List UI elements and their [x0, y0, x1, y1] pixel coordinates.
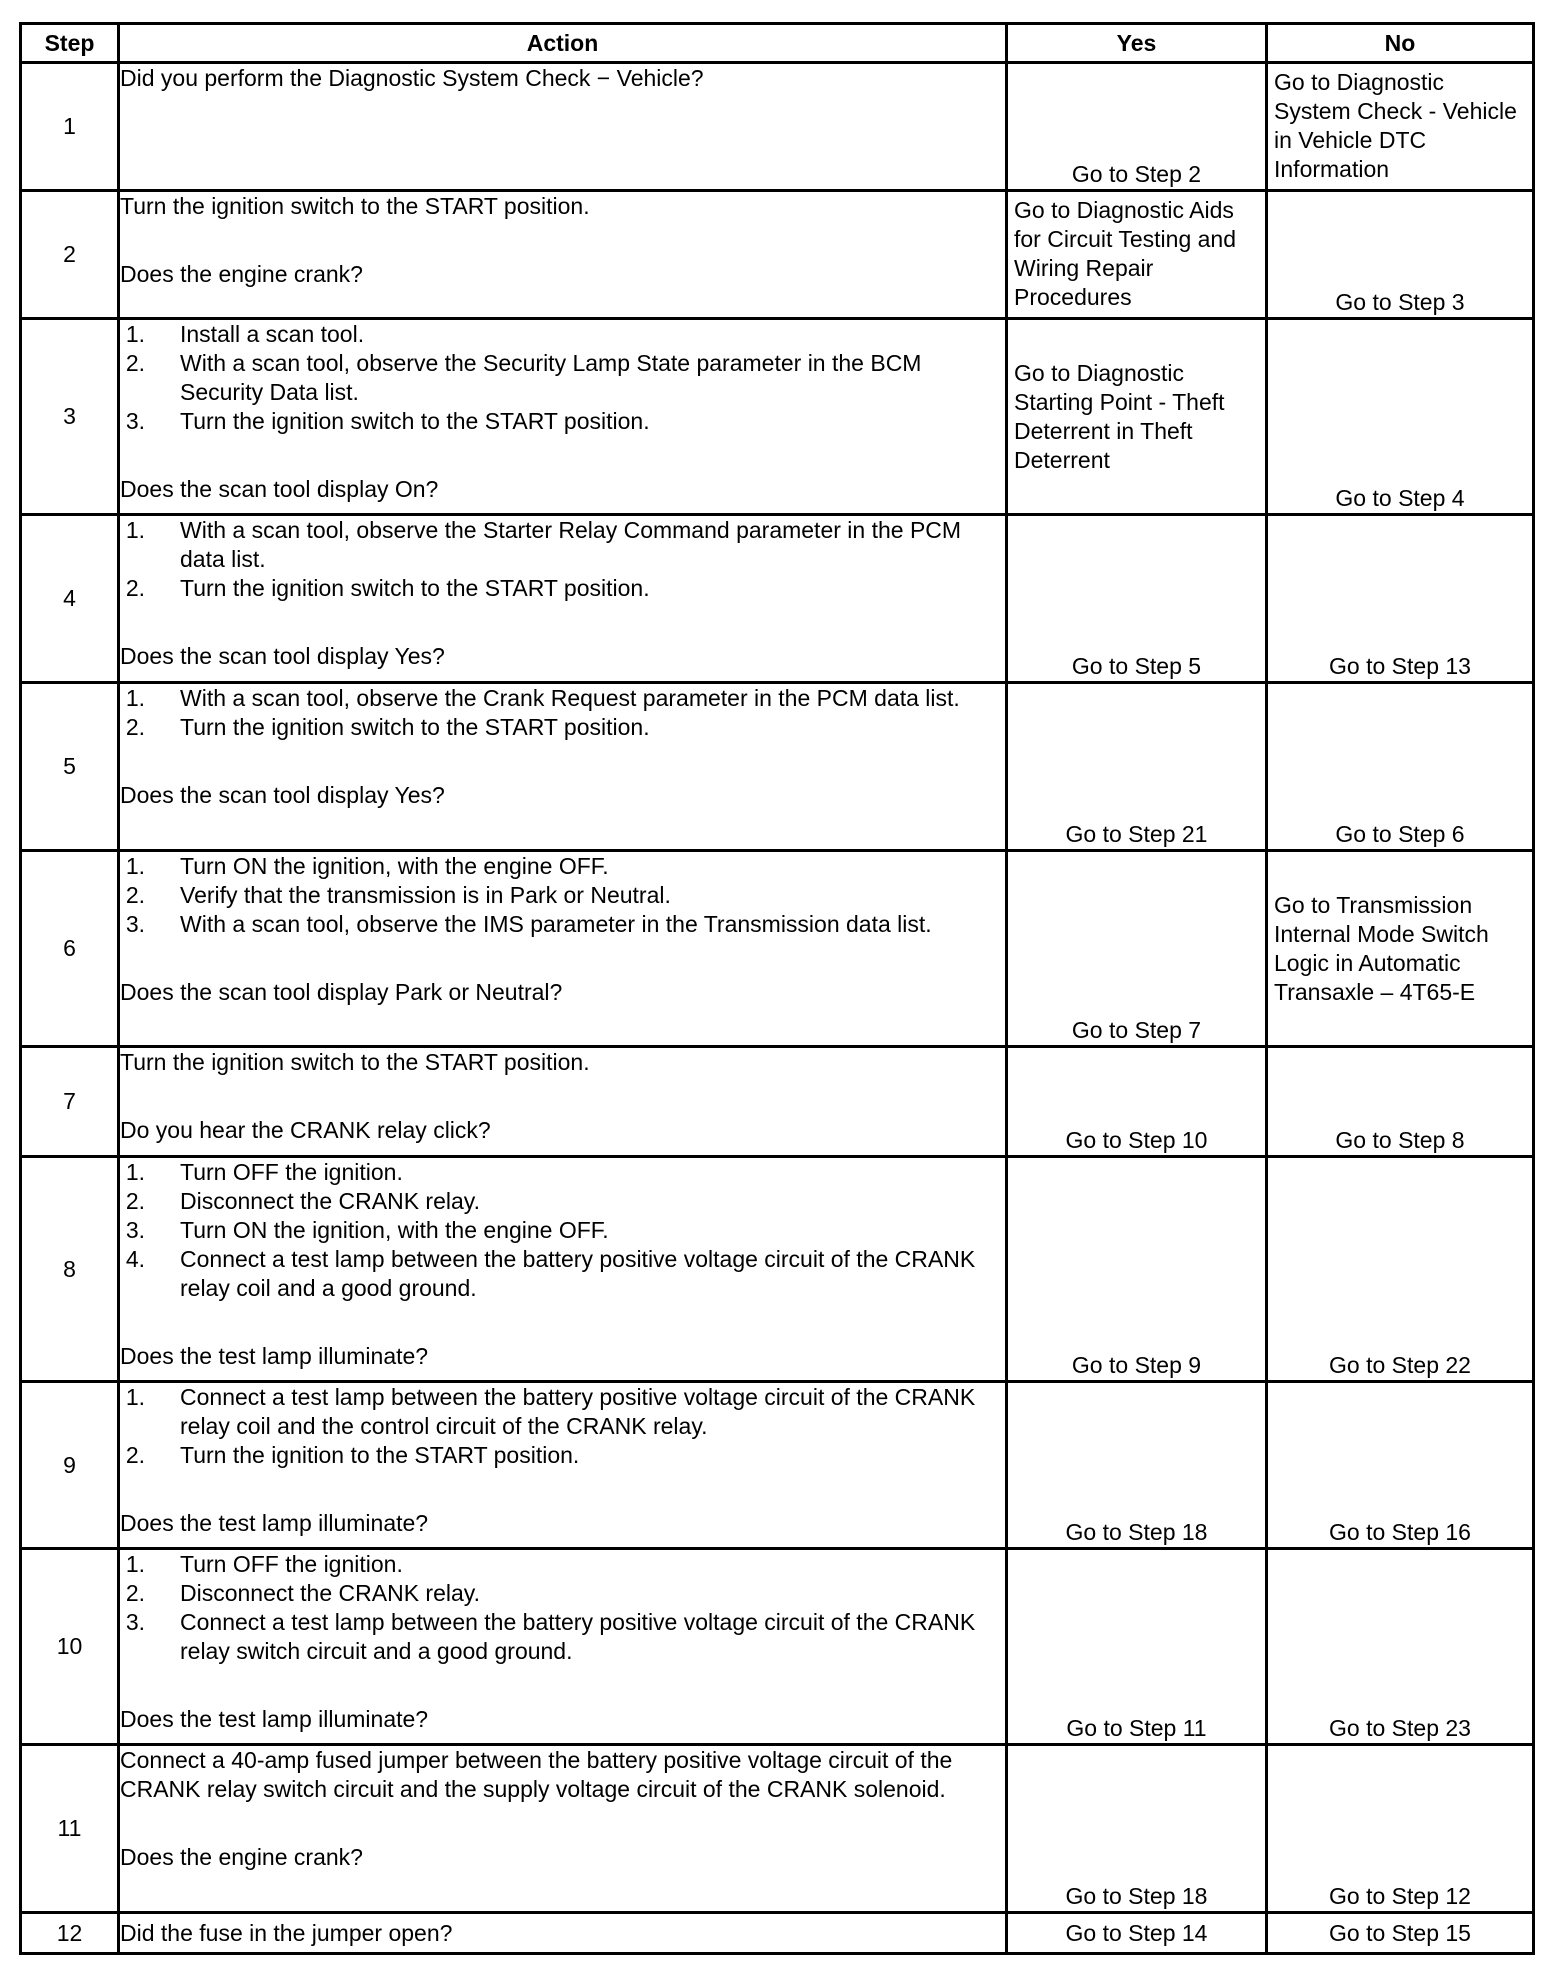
- yes-cell: [1007, 515, 1267, 683]
- yes-link[interactable]: Go to Step 18: [1065, 1883, 1208, 1909]
- step-number: 7: [21, 1047, 119, 1157]
- no-link[interactable]: Go to Step 8: [1335, 1127, 1465, 1153]
- no-cell: [1267, 683, 1534, 851]
- action-question: Does the scan tool display On?: [120, 476, 439, 502]
- no-cell: [1267, 1382, 1534, 1549]
- action-question: Does the engine crank?: [120, 1844, 363, 1870]
- action-steps: [120, 320, 1005, 436]
- yes-link[interactable]: Go to Step 21: [1065, 821, 1208, 847]
- step-number: 9: [21, 1382, 119, 1549]
- no-cell: [1267, 1549, 1534, 1745]
- action-cell: [119, 191, 1007, 319]
- list-item: 2. With a scan tool, observe the Security Lamp State parameter in the BCM Security Data list.: [125, 350, 922, 405]
- yes-link[interactable]: Go to Step 2: [1071, 161, 1202, 187]
- action-steps: [120, 1383, 1005, 1470]
- no-link[interactable]: Go to Step 23: [1329, 1715, 1471, 1741]
- yes-link[interactable]: Go to Diagnostic Starting Point - Theft Deterrent in Theft Deterrent: [1014, 359, 1225, 473]
- list-item: 1. Turn OFF the ignition.: [125, 1159, 403, 1185]
- table-row: [21, 1913, 1534, 1954]
- list-item: 2. Turn the ignition to the START position.: [125, 1442, 580, 1468]
- yes-cell: [1007, 319, 1267, 515]
- no-cell: [1267, 515, 1534, 683]
- list-item: 1. With a scan tool, observe the Starter Relay Command parameter in the PCM data list.: [125, 517, 962, 572]
- table-row: [21, 1047, 1534, 1157]
- action-intro: Turn the ignition switch to the START position.: [120, 1049, 590, 1075]
- list-item: 4. Connect a test lamp between the battery positive voltage circuit of the CRANK relay coil and a good ground.: [125, 1246, 976, 1301]
- yes-link[interactable]: Go to Step 10: [1065, 1127, 1208, 1153]
- no-cell: [1267, 63, 1534, 191]
- action-cell: [119, 63, 1007, 191]
- table-row: [21, 1745, 1534, 1913]
- no-link[interactable]: Go to Step 4: [1335, 485, 1465, 511]
- no-cell: [1267, 1913, 1534, 1954]
- step-number: 4: [21, 515, 119, 683]
- list-item: 3. Connect a test lamp between the battery positive voltage circuit of the CRANK relay switch circuit and a good ground.: [125, 1609, 976, 1664]
- table-row: [21, 1157, 1534, 1382]
- action-cell: [119, 1745, 1007, 1913]
- yes-link[interactable]: Go to Step 7: [1071, 1017, 1202, 1043]
- action-steps: [120, 516, 1005, 603]
- yes-cell: [1007, 1745, 1267, 1913]
- yes-cell: [1007, 191, 1267, 319]
- no-link[interactable]: Go to Step 22: [1329, 1352, 1471, 1378]
- yes-cell: [1007, 1913, 1267, 1954]
- header-yes: Yes: [1007, 24, 1267, 63]
- list-item: 2. Disconnect the CRANK relay.: [125, 1188, 480, 1214]
- step-number: 3: [21, 319, 119, 515]
- header-action: Action: [119, 24, 1007, 63]
- no-link[interactable]: Go to Step 6: [1335, 821, 1465, 847]
- list-item: 3. With a scan tool, observe the IMS parameter in the Transmission data list.: [125, 911, 932, 937]
- yes-cell: [1007, 1549, 1267, 1745]
- action-intro: Turn the ignition switch to the START position.: [120, 193, 590, 219]
- list-item: 1. Install a scan tool.: [125, 321, 365, 347]
- yes-link[interactable]: Go to Step 14: [1065, 1919, 1208, 1946]
- no-link[interactable]: Go to Transmission Internal Mode Switch Logic in Automatic Transaxle – 4T65-E: [1274, 891, 1489, 1005]
- action-question: Do you hear the CRANK relay click?: [120, 1117, 491, 1143]
- no-link[interactable]: Go to Step 13: [1329, 653, 1471, 679]
- list-item: 1. With a scan tool, observe the Crank Request parameter in the PCM data list.: [125, 685, 960, 711]
- step-number: 11: [21, 1745, 119, 1913]
- list-item: 1. Connect a test lamp between the battery positive voltage circuit of the CRANK relay coil and the control circuit of the CRANK relay.: [125, 1384, 976, 1439]
- no-cell: [1267, 1157, 1534, 1382]
- step-number: 10: [21, 1549, 119, 1745]
- step-number: 2: [21, 191, 119, 319]
- header-no: No: [1267, 24, 1534, 63]
- action-steps: [120, 684, 1005, 742]
- yes-cell: [1007, 683, 1267, 851]
- no-link[interactable]: Go to Step 15: [1329, 1919, 1471, 1946]
- action-cell: [119, 515, 1007, 683]
- table-row: [21, 851, 1534, 1047]
- yes-link[interactable]: Go to Step 18: [1065, 1519, 1208, 1545]
- action-intro: Did you perform the Diagnostic System Check − Vehicle?: [120, 65, 704, 91]
- action-question: Does the test lamp illuminate?: [120, 1343, 429, 1369]
- header-step: Step: [21, 24, 119, 63]
- table-row: [21, 191, 1534, 319]
- step-number: 8: [21, 1157, 119, 1382]
- action-question: Does the test lamp illuminate?: [120, 1510, 429, 1536]
- table-row: [21, 1549, 1534, 1745]
- action-cell: [119, 319, 1007, 515]
- action-intro: Connect a 40-amp fused jumper between the battery positive voltage circuit of the CRANK relay switch circuit and the supply voltage circuit of the CRANK solenoid.: [120, 1747, 953, 1802]
- no-link[interactable]: Go to Step 12: [1329, 1883, 1471, 1909]
- yes-cell: [1007, 1157, 1267, 1382]
- table-row: [21, 1382, 1534, 1549]
- yes-link[interactable]: Go to Step 5: [1071, 653, 1202, 679]
- action-question: Does the engine crank?: [120, 261, 363, 287]
- no-cell: [1267, 319, 1534, 515]
- action-cell: [119, 851, 1007, 1047]
- table-row: [21, 63, 1534, 191]
- action-cell: [119, 1549, 1007, 1745]
- step-number: 1: [21, 63, 119, 191]
- yes-cell: [1007, 63, 1267, 191]
- action-question: Does the scan tool display Yes?: [120, 782, 445, 808]
- yes-cell: [1007, 851, 1267, 1047]
- action-question: Does the scan tool display Yes?: [120, 643, 445, 669]
- action-intro: Did the fuse in the jumper open?: [120, 1919, 453, 1946]
- no-cell: [1267, 851, 1534, 1047]
- step-number: 5: [21, 683, 119, 851]
- list-item: 3. Turn ON the ignition, with the engine OFF.: [125, 1217, 609, 1243]
- action-steps: [120, 852, 1005, 939]
- step-number: 12: [21, 1913, 119, 1954]
- action-cell: [119, 1047, 1007, 1157]
- action-cell: [119, 683, 1007, 851]
- action-cell: [119, 1913, 1007, 1954]
- no-cell: [1267, 191, 1534, 319]
- header-row: [21, 24, 1534, 63]
- list-item: 1. Turn ON the ignition, with the engine OFF.: [125, 853, 609, 879]
- no-cell: [1267, 1047, 1534, 1157]
- list-item: 1. Turn OFF the ignition.: [125, 1551, 403, 1577]
- list-item: 3. Turn the ignition switch to the START position.: [125, 408, 650, 434]
- table-row: [21, 683, 1534, 851]
- step-number: 6: [21, 851, 119, 1047]
- list-item: 2. Verify that the transmission is in Park or Neutral.: [125, 882, 671, 908]
- table-row: [21, 515, 1534, 683]
- list-item: 2. Turn the ignition switch to the START position.: [125, 575, 650, 601]
- yes-link[interactable]: Go to Diagnostic Aids for Circuit Testing and Wiring Repair Procedures: [1014, 197, 1237, 310]
- action-question: Does the test lamp illuminate?: [120, 1706, 429, 1732]
- yes-link[interactable]: Go to Step 11: [1066, 1715, 1207, 1741]
- no-link[interactable]: Go to Step 16: [1329, 1519, 1471, 1545]
- no-link[interactable]: Go to Diagnostic System Check - Vehicle in Vehicle DTC Information: [1274, 69, 1517, 182]
- action-steps: [120, 1550, 1005, 1666]
- list-item: 2. Disconnect the CRANK relay.: [125, 1580, 480, 1606]
- yes-cell: [1007, 1382, 1267, 1549]
- no-link[interactable]: Go to Step 3: [1335, 289, 1465, 315]
- action-cell: [119, 1157, 1007, 1382]
- action-steps: [120, 1158, 1005, 1303]
- table-row: [21, 319, 1534, 515]
- no-cell: [1267, 1745, 1534, 1913]
- action-cell: [119, 1382, 1007, 1549]
- yes-cell: [1007, 1047, 1267, 1157]
- diagnostic-table: [19, 22, 1535, 1955]
- yes-link[interactable]: Go to Step 9: [1071, 1352, 1202, 1378]
- list-item: 2. Turn the ignition switch to the START position.: [125, 714, 650, 740]
- action-question: Does the scan tool display Park or Neutral?: [120, 979, 563, 1005]
